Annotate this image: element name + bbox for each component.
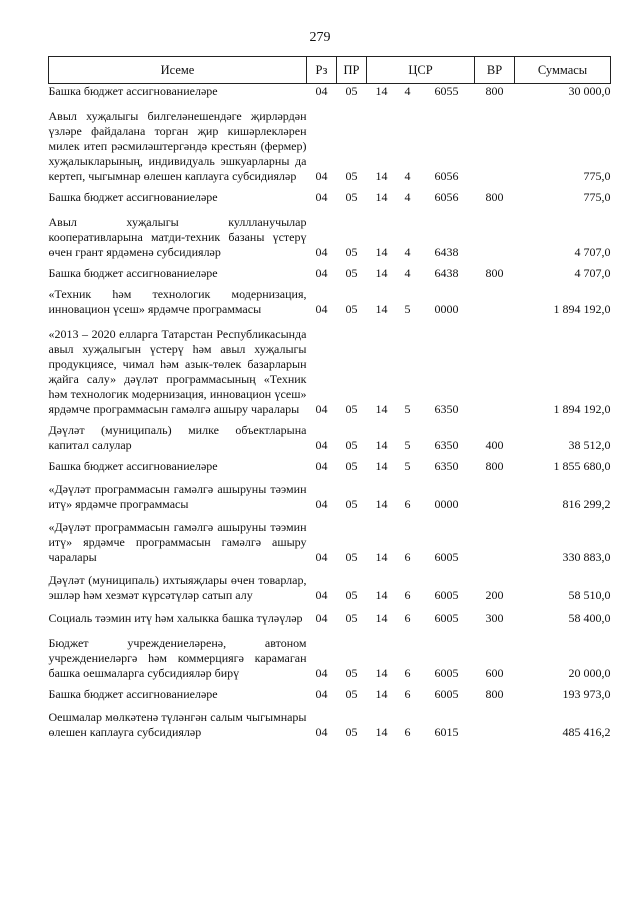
row-csr-2: 5 — [404, 438, 411, 452]
table-row — [49, 573, 611, 603]
row-csr-2: 4 — [404, 84, 411, 98]
table-row — [49, 109, 611, 184]
row-csr-1: 14 — [375, 611, 388, 625]
row-rz: 04 — [315, 687, 328, 701]
row-vr — [475, 327, 515, 417]
row-pr: 05 — [345, 687, 358, 701]
row-rz: 04 — [315, 611, 328, 625]
row-csr-3: 6056 — [434, 169, 459, 183]
row-name: Социаль тәэмин итү һәм халыкка башка түләүләр — [48, 611, 303, 625]
row-sum: 58 510,0 — [568, 588, 611, 602]
table-row — [49, 687, 611, 702]
row-csr-3: 6005 — [434, 550, 459, 564]
row-sum: 4 707,0 — [574, 245, 611, 259]
row-csr-1: 14 — [375, 245, 388, 259]
row-name: Башка бюджет ассигнованиеләре — [48, 266, 218, 280]
row-rz: 04 — [315, 588, 328, 602]
row-pr: 05 — [345, 438, 358, 452]
row-rz: 04 — [315, 497, 328, 511]
row-vr: 800 — [485, 266, 504, 280]
row-name: Башка бюджет ассигнованиеләре — [48, 687, 218, 701]
table-row — [49, 84, 611, 100]
row-csr-1: 14 — [375, 266, 388, 280]
table-row — [49, 215, 611, 260]
row-pr: 05 — [345, 402, 358, 416]
row-rz: 04 — [315, 402, 328, 416]
row-csr-2: 6 — [404, 725, 411, 739]
row-sum: 775,0 — [583, 190, 611, 204]
row-name: Авыл хуҗалыгы билгеләнешендәге җирләрдән үзләре файдалана торган җир кишәрлекләрен милек итеп рәсмиләштергәндә крестьян (фермер) хуҗалыкларының, индивидуаль эшкуарларны да кертеп, чыгымнар өлешен каплауга субсидияләр — [48, 109, 307, 183]
row-vr: 300 — [485, 611, 504, 625]
header-pr: ПР — [337, 57, 367, 84]
row-csr-3: 6015 — [434, 725, 459, 739]
row-name: Дәүләт (муниципаль) ихтыяҗлары өчен товарлар, эшләр һәм хезмәт күрсәтүләр сатып алу — [48, 573, 307, 602]
row-vr: 800 — [485, 84, 504, 98]
row-csr-2: 6 — [404, 497, 411, 511]
row-csr-1: 14 — [375, 169, 388, 183]
row-rz: 04 — [315, 266, 328, 280]
table-row — [49, 459, 611, 474]
row-rz: 04 — [315, 302, 328, 316]
row-rz: 04 — [315, 190, 328, 204]
table-body — [49, 84, 611, 741]
row-csr-1: 14 — [375, 687, 388, 701]
row-csr-2: 5 — [404, 459, 411, 473]
row-pr: 05 — [345, 190, 358, 204]
row-sum: 1 894 192,0 — [553, 302, 611, 316]
row-vr — [475, 109, 515, 184]
row-csr-2: 4 — [404, 190, 411, 204]
row-csr-1: 14 — [375, 402, 388, 416]
row-rz: 04 — [315, 459, 328, 473]
row-csr-3: 6055 — [434, 84, 459, 98]
row-vr — [475, 520, 515, 565]
row-sum: 58 400,0 — [568, 611, 611, 625]
header-rz: Рз — [307, 57, 337, 84]
row-rz: 04 — [315, 245, 328, 259]
table-row — [49, 482, 611, 512]
row-pr: 05 — [345, 245, 358, 259]
row-sum: 4 707,0 — [574, 266, 611, 280]
row-csr-1: 14 — [375, 84, 388, 98]
row-rz: 04 — [315, 666, 328, 680]
row-name: Башка бюджет ассигнованиеләре — [48, 84, 218, 98]
page-number: 279 — [309, 30, 331, 45]
table-row — [49, 520, 611, 565]
row-csr-3: 6438 — [434, 245, 459, 259]
row-sum: 38 512,0 — [568, 438, 611, 452]
row-csr-1: 14 — [375, 302, 388, 316]
row-name: Башка бюджет ассигнованиеләре — [48, 190, 218, 204]
row-sum: 1 855 680,0 — [553, 459, 611, 473]
budget-table — [48, 56, 611, 740]
row-pr: 05 — [345, 459, 358, 473]
row-pr: 05 — [345, 266, 358, 280]
row-pr: 05 — [345, 84, 358, 98]
row-csr-2: 4 — [404, 169, 411, 183]
row-csr-3: 6350 — [434, 402, 459, 416]
row-vr: 800 — [485, 459, 504, 473]
row-rz: 04 — [315, 84, 328, 98]
row-vr: 600 — [485, 666, 504, 680]
row-name: «Техник һәм технологик модернизация, инновацион үсеш» ярдәмче программасы — [48, 287, 307, 316]
table-header-row — [49, 57, 611, 84]
row-csr-1: 14 — [375, 550, 388, 564]
row-csr-2: 6 — [404, 588, 411, 602]
row-csr-3: 6438 — [434, 266, 459, 280]
row-name: Оешмалар мөлкәтенә түләнгән салым чыгымнары өлешен каплауга субсидияләр — [48, 710, 307, 739]
table-row — [49, 327, 611, 417]
row-vr — [475, 482, 515, 512]
row-sum: 30 000,0 — [568, 84, 611, 98]
row-vr — [475, 215, 515, 260]
row-vr — [475, 710, 515, 740]
row-sum: 485 416,2 — [562, 725, 611, 739]
row-csr-1: 14 — [375, 725, 388, 739]
row-csr-2: 6 — [404, 666, 411, 680]
table-row — [49, 287, 611, 317]
row-rz: 04 — [315, 725, 328, 739]
table-row — [49, 423, 611, 453]
header-sum: Суммасы — [515, 57, 611, 84]
row-csr-3: 0000 — [434, 302, 459, 316]
row-csr-1: 14 — [375, 438, 388, 452]
row-name: Бюджет учреждениеләренә, автоном учреждениеләргә һәм коммерциягә карамаган башка оешмаларга субсидияләр бирү — [48, 636, 307, 680]
row-csr-3: 6350 — [434, 459, 459, 473]
row-pr: 05 — [345, 611, 358, 625]
table-row — [49, 710, 611, 740]
row-vr: 800 — [485, 190, 504, 204]
table-row — [49, 190, 611, 205]
row-rz: 04 — [315, 438, 328, 452]
header-vr: ВР — [475, 57, 515, 84]
table-row — [49, 266, 611, 281]
row-csr-1: 14 — [375, 497, 388, 511]
row-csr-2: 5 — [404, 402, 411, 416]
table-row — [49, 636, 611, 681]
table-row — [49, 611, 611, 626]
row-name: «Дәүләт программасын гамәлгә ашыруны тәэмин итү» ярдәмче программасын гамәлгә ашыру чаралары — [48, 520, 307, 564]
row-sum: 816 299,2 — [562, 497, 611, 511]
row-rz: 04 — [315, 169, 328, 183]
row-pr: 05 — [345, 588, 358, 602]
header-name: Исеме — [49, 57, 307, 84]
row-csr-3: 6056 — [434, 190, 459, 204]
row-vr: 200 — [485, 588, 504, 602]
row-csr-2: 5 — [404, 302, 411, 316]
row-sum: 193 973,0 — [562, 687, 611, 701]
row-pr: 05 — [345, 497, 358, 511]
row-csr-2: 4 — [404, 266, 411, 280]
row-vr: 400 — [485, 438, 504, 452]
row-pr: 05 — [345, 666, 358, 680]
row-name: «Дәүләт программасын гамәлгә ашыруны тәэмин итү» ярдәмче программасы — [48, 482, 307, 511]
row-pr: 05 — [345, 550, 358, 564]
row-csr-1: 14 — [375, 666, 388, 680]
row-csr-3: 6350 — [434, 438, 459, 452]
row-sum: 330 883,0 — [562, 550, 611, 564]
row-name: «2013 – 2020 елларга Татарстан Республикасында авыл хуҗалыгын үстерү һәм авыл хуҗалыгы продукциясе, чимал һәм азык-төлек базарларын җайга салу» дәүләт программасының «Техник һәм технологик модернизация, инновацион үсеш» ярдәмче программасын гамәлгә ашыру чаралары — [48, 327, 307, 416]
row-rz: 04 — [315, 550, 328, 564]
row-csr-2: 4 — [404, 245, 411, 259]
row-csr-2: 6 — [404, 611, 411, 625]
row-csr-2: 6 — [404, 550, 411, 564]
row-sum: 20 000,0 — [568, 666, 611, 680]
row-csr-3: 6005 — [434, 611, 459, 625]
row-vr — [475, 287, 515, 317]
row-sum: 775,0 — [583, 169, 611, 183]
header-csr: ЦСР — [367, 57, 475, 84]
row-csr-3: 6005 — [434, 666, 459, 680]
row-pr: 05 — [345, 169, 358, 183]
row-csr-2: 6 — [404, 687, 411, 701]
row-pr: 05 — [345, 302, 358, 316]
row-csr-3: 0000 — [434, 497, 459, 511]
row-sum: 1 894 192,0 — [553, 402, 611, 416]
row-csr-3: 6005 — [434, 687, 459, 701]
row-name: Авыл хуҗалыгы куллланучылар кооперативларына матди-техник базаны үстерү өчен грант ярдәменә субсидияләр — [48, 215, 307, 259]
row-name: Дәүләт (муниципаль) милке объектларына капитал салулар — [48, 423, 307, 452]
row-pr: 05 — [345, 725, 358, 739]
row-csr-1: 14 — [375, 588, 388, 602]
row-name: Башка бюджет ассигнованиеләре — [48, 459, 218, 473]
row-vr: 800 — [485, 687, 504, 701]
row-csr-1: 14 — [375, 190, 388, 204]
row-csr-1: 14 — [375, 459, 388, 473]
row-csr-3: 6005 — [434, 588, 459, 602]
